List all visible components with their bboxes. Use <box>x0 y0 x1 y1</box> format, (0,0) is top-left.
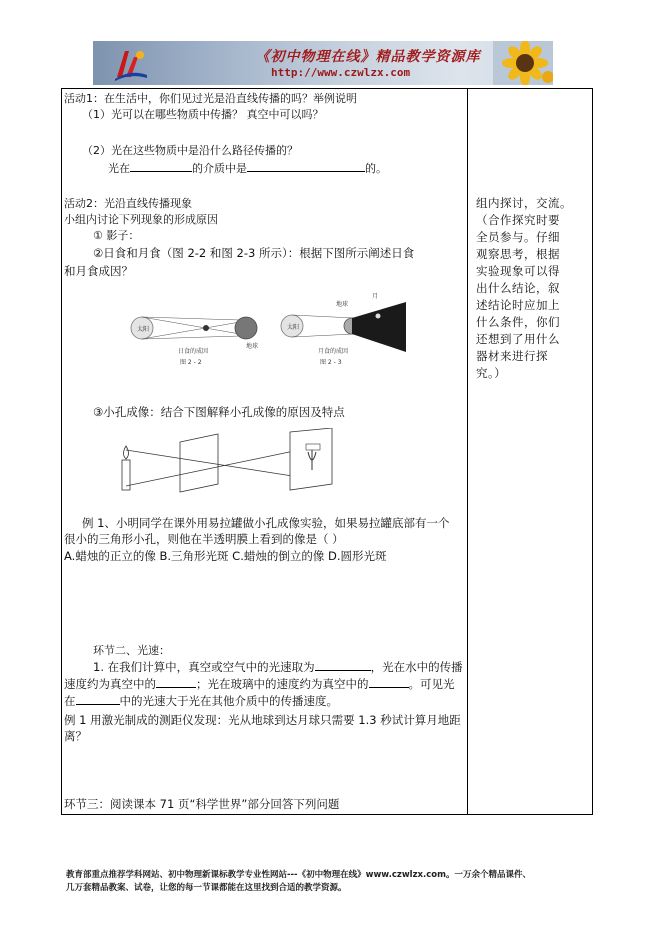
section2-heading: 环节二、光速： <box>93 644 170 657</box>
solar-figure-number: 图 2 - 2 <box>180 359 202 366</box>
solar-caption: 日食的成因 <box>178 348 209 355</box>
section2-example-line2: 离？ <box>64 729 87 743</box>
activity1-heading: 活动1：在生活中，你们见过光是沿直线传播的吗？举例说明 <box>64 92 357 105</box>
side-note-line: 实验现象可以得 <box>476 264 560 278</box>
section2-l2a: 速度约为真空中的 <box>64 677 156 691</box>
side-note-line: 述结论时应加上 <box>476 298 560 312</box>
solar-eclipse-figure <box>128 298 268 368</box>
lunar-figure-number: 图 2 - 3 <box>320 359 342 366</box>
page-footer <box>66 869 606 895</box>
activity1-question-1: （1）光可以在哪些物质中传播？ 真空中可以吗？ <box>82 108 324 121</box>
section2-l3b: 中的光速大于光在其他介质中的传播速度。 <box>119 694 338 708</box>
blank-medium[interactable] <box>130 161 192 172</box>
side-note-line: 观察思考，根据 <box>476 247 560 261</box>
section2-l1b: ，光在水中的传播 <box>370 660 463 674</box>
activity2-heading: 活动2：光沿直线传播现象 <box>64 197 192 210</box>
blank-speed-glass[interactable] <box>369 677 409 688</box>
banner-url[interactable]: http://www.czwlzx.com <box>271 66 411 79</box>
blank-speed-vacuum[interactable] <box>315 660 371 671</box>
table-left-border <box>61 88 62 815</box>
section2-line1 <box>93 660 463 674</box>
side-note-line: 什么条件，你们 <box>476 315 560 329</box>
section2-l2c: 。可见光 <box>408 677 455 691</box>
lunar-moon-label: 月 <box>372 293 379 300</box>
lunar-caption: 月食的成因 <box>318 348 349 355</box>
blank-fastest-medium[interactable] <box>76 694 120 705</box>
section2-l3a: 在 <box>64 694 76 708</box>
side-note-line: 器材来进行探 <box>476 349 548 363</box>
table-top-border <box>61 88 593 89</box>
fill-suffix: 的。 <box>365 162 387 175</box>
footer-line1: 教育部重点推荐学科网站、初中物理新课标教学专业性网站---《初中物理在线》www.czwlzx.com。一万余个精品课件、 <box>66 870 531 880</box>
fill-prefix: 光在 <box>108 162 130 175</box>
activity2-subheading: 小组内讨论下列现象的形成原因 <box>64 213 218 226</box>
side-note-line: 全员参与。仔细 <box>476 230 560 244</box>
header-banner <box>93 41 553 85</box>
fill-middle: 的介质中是 <box>192 162 247 175</box>
lunar-earth-label: 地球 <box>336 301 349 308</box>
section2-example-line1: 例 1 用激光制成的测距仪发现：光从地球到达月球只需要 1.3 秒试计算月地距 <box>64 713 461 727</box>
blank-speed-water[interactable] <box>156 677 196 688</box>
solar-sun-label: 太阳 <box>137 326 150 333</box>
side-note-line: 出什么结论，叙 <box>476 281 560 295</box>
activity2-item-pinhole: ③小孔成像：结合下图解释小孔成像的原因及特点 <box>93 405 345 419</box>
activity2-item-shadow: ① 影子： <box>93 229 140 242</box>
section2-line3 <box>64 694 338 708</box>
banner-title: 《初中物理在线》精品教学资源库 <box>255 49 481 65</box>
lunar-sun-label: 太阳 <box>287 324 300 331</box>
sunflower-icon <box>493 41 553 85</box>
lunar-eclipse-figure <box>278 288 408 368</box>
activity1-fill-line <box>108 161 387 176</box>
section2-line2 <box>64 677 455 691</box>
pinhole-camera-figure <box>118 428 348 494</box>
activity1-question-2: （2）光在这些物质中是沿什么路径传播的？ <box>82 144 298 157</box>
example1-options: A.蜡烛的正立的像 B.三角形光斑 C.蜡烛的倒立的像 D.圆形光斑 <box>64 549 387 563</box>
activity2-item-eclipse-line1: ②日食和月食（图 2-2 和图 2-3 所示）：根据下图所示阐述日食 <box>93 246 415 260</box>
footer-line2: 几万套精品教案、试卷，让您的每一节课都能在这里找到合适的教学资源。 <box>66 883 347 893</box>
site-logo-icon <box>113 47 149 81</box>
solar-earth-label: 地球 <box>246 343 259 350</box>
side-note <box>476 195 584 382</box>
section2-l2b: ；光在玻璃中的速度约为真空中的 <box>196 677 369 691</box>
table-bottom-border <box>61 814 593 815</box>
side-note-line: 还想到了用什么 <box>476 332 560 346</box>
side-note-line: 组内探讨，交流。 <box>476 196 572 210</box>
activity2-item-eclipse-line2: 和月食成因？ <box>64 264 133 278</box>
table-right-border <box>592 88 593 815</box>
example1-line2: 很小的三角形小孔，则他在半透明膜上看到的像是（ ） <box>64 532 344 546</box>
side-note-line: 究。） <box>476 366 507 380</box>
section2-l1a: 1. 在我们计算中，真空或空气中的光速取为 <box>93 660 315 674</box>
side-note-line: （合作探究时要 <box>476 213 560 227</box>
blank-path[interactable] <box>247 161 365 172</box>
example1-line1: 例 1、小明同学在课外用易拉罐做小孔成像实验，如果易拉罐底部有一个 <box>82 516 450 530</box>
section3-heading: 环节三：阅读课本 71 页“科学世界”部分回答下列问题 <box>64 797 340 811</box>
table-inner-divider <box>467 88 468 815</box>
